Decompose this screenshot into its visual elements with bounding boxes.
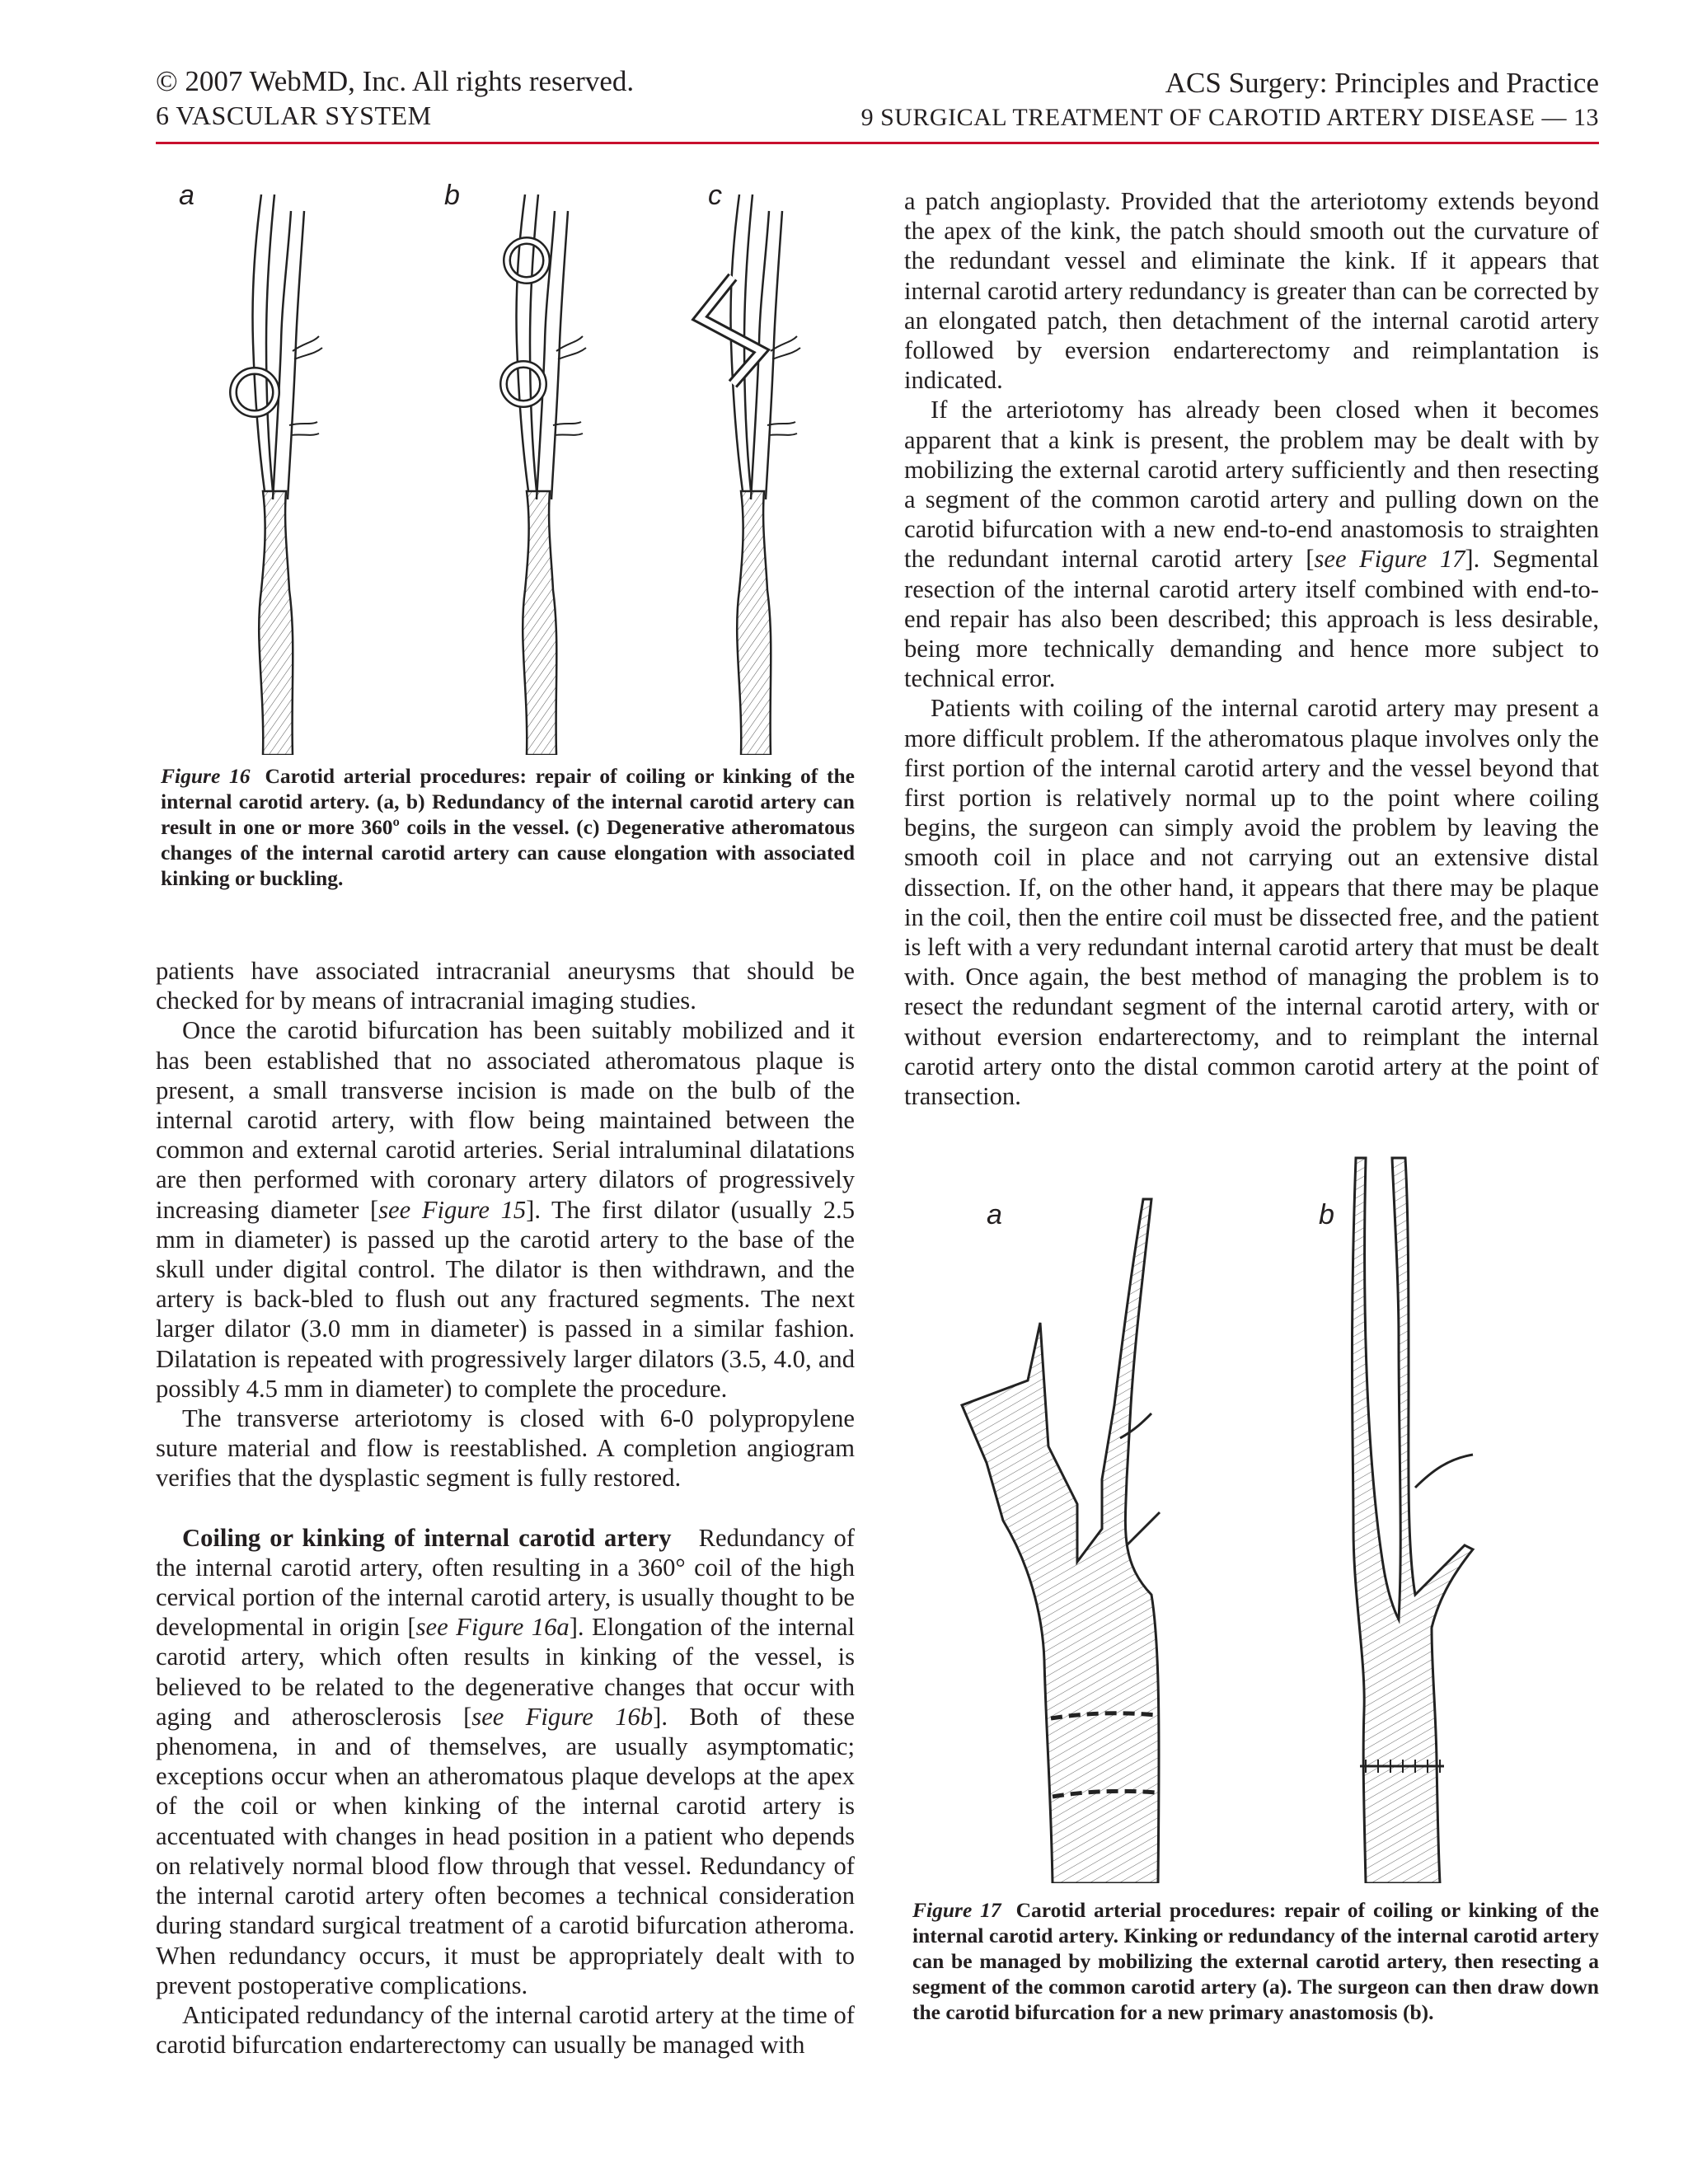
chapter-title: 9 SURGICAL TREATMENT OF CAROTID ARTERY DISEASE — 13 bbox=[860, 104, 1599, 131]
figure-17-caption-text: Carotid arterial procedures: repair of coiling or kinking of the internal carotid artery. Kinking or redundancy of the internal carotid artery can be managed by mobilizing the external carotid artery, then resecting a segment of the common carotid artery (a). The surgeon can then draw down the carotid bifurcation for a new primary anastomosis (b). bbox=[912, 1898, 1599, 2024]
paragraph: The transverse arteriotomy is closed with 6-0 polypropylene suture material and flow is reestablished. A completion angiogram verifies that the dysplastic segment is fully restored. bbox=[156, 1404, 855, 1493]
figure-16-caption bbox=[161, 763, 855, 891]
figure-16-caption-text: Carotid arterial procedures: repair of coiling or kinking of the internal carotid artery. (a, b) Redundancy of the internal carotid artery can result in one or more 360º coils in the vessel. (c) Degenerative atheromatous changes of the internal carotid artery can cause elongation with associated kinking or buckling. bbox=[161, 764, 855, 890]
paragraph: patients have associated intracranial aneurysms that should be checked for by means of intracranial imaging studies. bbox=[156, 957, 855, 1015]
figure-16-label-c: c bbox=[708, 180, 722, 211]
book-title: ACS Surgery: Principles and Practice bbox=[1165, 67, 1599, 99]
paragraph: a patch angioplasty. Provided that the arteriotomy extends beyond the apex of the kink, the patch should smooth out the curvature of the redundant vessel and eliminate the kink. If it appears that internal carotid artery redundancy is greater than can be corrected by an elongated patch, then detachment of the internal carotid artery followed by eversion endarterectomy and reimplantation is indicated. bbox=[904, 187, 1599, 395]
paragraph: Coiling or kinking of internal carotid artery Redundancy of the internal carotid artery, often resulting in a 360° coil of the high cervical portion of the internal carotid artery, is usually thought to be developmental in origin [see Figure 16a]. Elongation of the internal carotid artery, which often results in kinking of the vessel, is believed to be related to the degenerative changes that occur with aging and atherosclerosis [see Figure 16b]. Both of these phenomena, in and of themselves, are usually asymptomatic; exceptions occur when an atheromatous plaque develops at the apex of the coil or when kinking of the internal carotid artery is accentuated with changes in head position in a patient who depends on relatively normal blood flow through that vessel. Redundancy of the internal carotid artery often becomes a technical consideration during standard surgical treatment of a carotid bifurcation atheroma. When redundancy occurs, it must be appropriately dealt with to prevent postoperative complications. bbox=[156, 1523, 856, 1999]
figure-reference: see Figure 17 bbox=[1314, 545, 1465, 574]
figure-16-illustration bbox=[156, 178, 855, 755]
figure-17-drawing bbox=[904, 1133, 1605, 1883]
figure-16-label-a: a bbox=[179, 180, 195, 211]
figure-17-number: Figure 17 bbox=[912, 1898, 1001, 1922]
figure-17-label-b: b bbox=[1319, 1199, 1334, 1230]
figure-reference: see Figure 16a bbox=[415, 1613, 570, 1642]
header-rule bbox=[156, 142, 1599, 144]
figure-17-illustration bbox=[904, 1133, 1605, 1883]
figure-reference: see Figure 16b bbox=[471, 1702, 654, 1731]
section-heading: Coiling or kinking of internal carotid artery bbox=[182, 1523, 672, 1552]
figure-17-caption bbox=[912, 1897, 1599, 2025]
figure-16-label-b: b bbox=[444, 180, 460, 211]
paragraph: Patients with coiling of the internal carotid artery may present a more difficult problem. If the atheromatous plaque involves only the first portion of the internal carotid artery and the vessel beyond that first portion is relatively normal up to the point where coiling begins, the surgeon can simply avoid the problem by leaving the smooth coil in place and not carrying out an extensive distal dissection. If, on the other hand, it appears that there may be plaque in the coil, then the entire coil must be dissected free, and the patient is left with a very redundant internal carotid artery that must be dealt with. Once again, the best method of managing the problem is to resect the redundant segment of the internal carotid artery, with or without eversion endarterectomy, and to reimplant the internal carotid artery onto the distal common carotid artery at the point of transection. bbox=[904, 694, 1599, 1111]
paragraph: Once the carotid bifurcation has been suitably mobilized and it has been established that no associated atheromatous plaque is present, a small transverse incision is made on the bulb of the internal carotid artery, with flow being maintained between the common and external carotid arteries. Serial intraluminal dilatations are then performed with coronary artery dilators of progressively increasing diameter [see Figure 15]. The first dilator (usually 2.5 mm in diameter) is passed up the carotid artery to the base of the skull under digital control. The dilator is then withdrawn, and the artery is back-bled to flush out any fractured segments. The next larger dilator (3.0 mm in diameter) is passed in a similar fashion. Dilatation is repeated with progressively larger dilators (3.5, 4.0, and possibly 4.5 mm in diameter) to complete the procedure. bbox=[156, 1016, 856, 1403]
copyright-notice: © 2007 WebMD, Inc. All rights reserved. bbox=[156, 65, 635, 97]
figure-16-number: Figure 16 bbox=[161, 764, 251, 788]
paragraph: If the arteriotomy has already been closed when it becomes apparent that a kink is present, the problem may be dealt with by mobilizing the external carotid artery sufficiently and then resecting a segment of the common carotid artery and pulling down on the carotid bifurcation with a new end-to-end anastomosis to straighten the redundant internal carotid artery [see Figure 17]. Segmental resection of the internal carotid artery itself combined with end-to-end repair has also been described; this approach is less desirable, being more technically demanding and hence more subject to technical error. bbox=[904, 396, 1599, 693]
section-title: 6 VASCULAR SYSTEM bbox=[156, 101, 432, 130]
figure-reference: see Figure 15 bbox=[378, 1195, 527, 1224]
paragraph: Anticipated redundancy of the internal carotid artery at the time of carotid bifurcation endarterectomy can usually be managed with bbox=[156, 2000, 855, 2060]
figure-17-label-a: a bbox=[987, 1199, 1002, 1230]
left-text-column bbox=[156, 956, 855, 2060]
right-text-column bbox=[904, 186, 1599, 1111]
figure-16-drawing bbox=[156, 178, 855, 755]
